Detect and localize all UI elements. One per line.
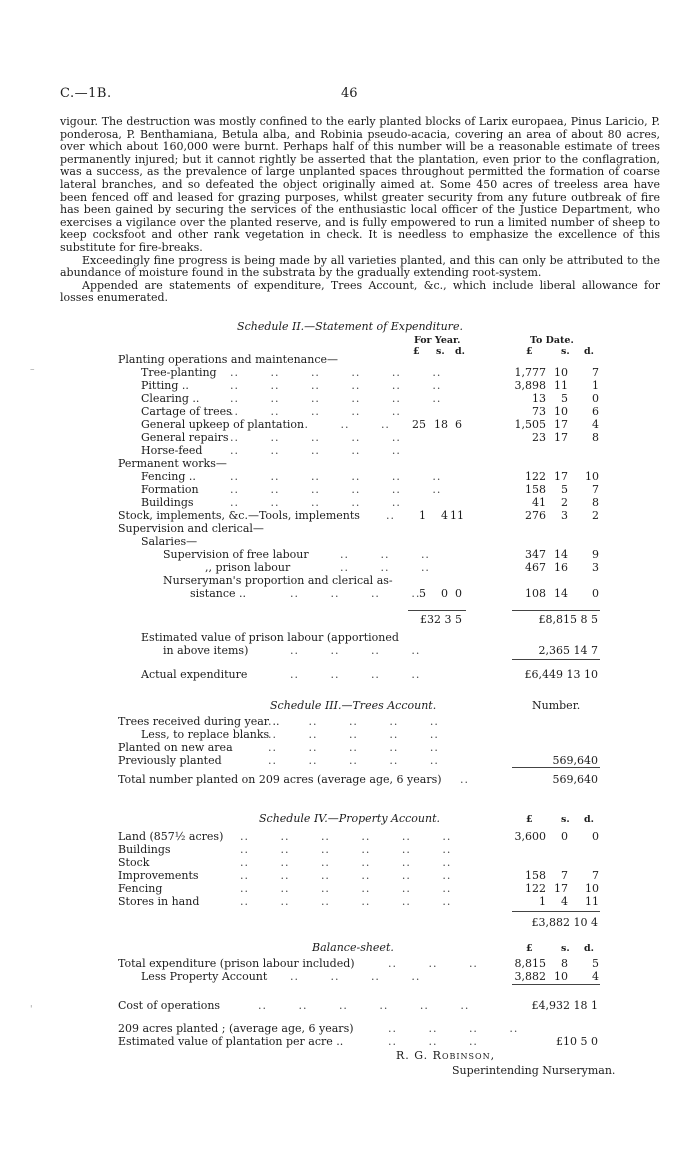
dot-leader: .. .. .. .. .. xyxy=(268,728,439,741)
property-pounds: 3,600 xyxy=(514,830,546,843)
property-pounds: 158 xyxy=(525,869,546,882)
expenditure-row xyxy=(0,483,700,496)
balance-pounds: 8,815 xyxy=(514,957,546,970)
dot-leader: .. .. .. .. .. xyxy=(268,715,439,728)
schedule-title: Schedule IV.—Property Account. xyxy=(259,812,441,825)
expenditure-row xyxy=(0,418,700,431)
property-pounds: 122 xyxy=(525,882,546,895)
prison-labour-row-1 xyxy=(0,631,700,644)
year-pence: 11 xyxy=(450,509,464,522)
expenditure-label: sistance .. xyxy=(190,587,247,600)
year-pence: 0 xyxy=(455,587,462,600)
date-pounds: 276 xyxy=(525,509,546,522)
property-label: Improvements xyxy=(118,869,199,882)
shilling-header: s. xyxy=(561,943,570,954)
estimated-value-label: Estimated value of plantation per acre .. xyxy=(118,1035,344,1048)
date-pounds: 1,777 xyxy=(514,366,546,379)
date-shilling-header: s. xyxy=(561,346,570,357)
page-reference: C.—1B. xyxy=(60,86,112,101)
expenditure-label: Pitting .. xyxy=(141,379,189,392)
dot-leader: .. .. .. .. .. xyxy=(230,431,401,444)
property-label: Stock xyxy=(118,856,150,869)
paragraph-3: Appended are statements of expenditure, Trees Account, &c., which include liberal allowance for losses enumerated. xyxy=(60,278,660,305)
estimated-value-row xyxy=(0,1035,700,1048)
date-pounds: 1,505 xyxy=(514,418,546,431)
property-shillings: 4 xyxy=(561,895,568,908)
date-pence: 0 xyxy=(592,392,599,405)
schedule-title: Schedule II.—Statement of Expenditure. xyxy=(237,320,463,333)
dot-leader: .. .. .. xyxy=(340,548,430,561)
property-pence: 0 xyxy=(592,830,599,843)
expenditure-label: Formation xyxy=(141,483,199,496)
estimated-value: £10 5 0 xyxy=(556,1035,598,1048)
dot-leader: .. .. .. .. .. xyxy=(230,496,401,509)
year-shilling-header: s. xyxy=(436,346,445,357)
expenditure-label: ,, prison labour xyxy=(205,561,291,574)
date-shillings: 10 xyxy=(554,405,568,418)
pence-header: d. xyxy=(584,814,594,825)
trees-total-label: Total number planted on 209 acres (average age, 6 years) xyxy=(118,773,442,786)
date-shillings: 5 xyxy=(561,392,568,405)
date-pounds: 347 xyxy=(525,548,546,561)
actual-expenditure-label: Actual expenditure xyxy=(141,668,248,681)
expenditure-row xyxy=(0,405,700,418)
prison-labour-label-cont: in above items) xyxy=(163,644,249,657)
dot-leader: .. .. .. .. .. .. xyxy=(230,379,442,392)
property-row xyxy=(0,830,700,843)
body-text xyxy=(60,116,660,305)
year-pence: 6 xyxy=(455,418,462,431)
acres-label: 209 acres planted ; (average age, 6 years) xyxy=(118,1022,354,1035)
signature-title: Superintending Nurseryman. xyxy=(452,1064,616,1077)
dot-leader: .. .. .. .. .. .. xyxy=(240,856,452,869)
date-pence: 4 xyxy=(592,418,599,431)
property-pounds: 1 xyxy=(539,895,546,908)
trees-total-row xyxy=(0,773,700,786)
trees-label: Previously planted xyxy=(118,754,222,767)
balance-row xyxy=(0,970,700,983)
dot-leader: .. xyxy=(386,509,395,522)
expenditure-label: Supervision and clerical— xyxy=(118,522,264,535)
date-pence: 8 xyxy=(592,496,599,509)
property-shillings: 0 xyxy=(561,830,568,843)
dot-leader: .. .. .. .. .. .. xyxy=(230,470,442,483)
expenditure-row xyxy=(0,470,700,483)
balance-shillings: 10 xyxy=(554,970,568,983)
year-pounds: 1 xyxy=(419,509,426,522)
actual-rule xyxy=(512,659,600,660)
date-shillings: 11 xyxy=(554,379,568,392)
property-pence: 11 xyxy=(585,895,599,908)
property-shillings: 17 xyxy=(554,882,568,895)
paragraph-2: Exceedingly fine progress is being made by all varieties planted, and this can only be attributed to the abundance of moisture found in the substrata by the gradually extending root-system. xyxy=(60,253,660,280)
date-shillings: 3 xyxy=(561,509,568,522)
expenditure-row xyxy=(0,457,700,470)
expenditure-row xyxy=(0,548,700,561)
expenditure-label: General upkeep of plantation xyxy=(141,418,305,431)
property-pence: 7 xyxy=(592,869,599,882)
date-pence: 3 xyxy=(592,561,599,574)
property-total-row xyxy=(0,916,700,929)
date-pence: 7 xyxy=(592,366,599,379)
paragraph-1: vigour. The destruction was mostly confined to the early planted blocks of Larix europaea, Pinus Laricio, P. ponderosa, P. Benthamiana, Betula alba, and Robinia pseudo-acacia, covering an area of about 80 acres, over which about 160,000 were burnt. Perhaps half of this number will be a reasonable estimate of trees permanently injured; but it cannot rightly be asserted that the plantation, even prior to the conflagration, was a success, as the prevalence of large unplanted spaces throughout permitted the formation of coarse lateral branches, and so defeated the object originally aimed at. Some 450 acres of treeless area have been fenced off and leased for grazing purposes, whilst greater security from any future outbreak of fire has been gained by securing the services of the enthusiastic local officer of the Justice Department, who exercises a vigilance over the planted reserve, and is fully empowered to run a limited number of sheep to keep cocksfoot and other rank vegetation in check. It is needless to emphasize the excellence of this substitute for fire-breaks. xyxy=(60,115,660,254)
dot-leader: .. .. .. .. xyxy=(290,644,421,657)
property-row xyxy=(0,882,700,895)
expenditure-label: Planting operations and maintenance— xyxy=(118,353,338,366)
expenditure-label: Permanent works— xyxy=(118,457,227,470)
trees-label: Planted on new area xyxy=(118,741,233,754)
expenditure-row xyxy=(0,509,700,522)
expenditure-row xyxy=(0,431,700,444)
dot-leader: .. .. .. .. .. .. xyxy=(240,843,452,856)
property-label: Fencing xyxy=(118,882,163,895)
date-shillings: 2 xyxy=(561,496,568,509)
trees-row xyxy=(0,728,700,741)
expenditure-label: Nurseryman's proportion and clerical as- xyxy=(163,574,393,587)
expenditure-label: Buildings xyxy=(141,496,194,509)
dot-leader: .. .. .. xyxy=(388,957,478,970)
date-shillings: 17 xyxy=(554,431,568,444)
property-shillings: 7 xyxy=(561,869,568,882)
pound-header: £ xyxy=(526,943,533,954)
prison-labour-row-2 xyxy=(0,644,700,657)
expenditure-label: Fencing .. xyxy=(141,470,196,483)
expenditure-row xyxy=(0,587,700,600)
trees-row xyxy=(0,715,700,728)
date-pence: 9 xyxy=(592,548,599,561)
date-shillings: 16 xyxy=(554,561,568,574)
dot-leader: .. .. .. .. .. xyxy=(230,444,401,457)
year-shillings: 0 xyxy=(441,587,448,600)
dot-leader: .. .. .. .. .. .. xyxy=(230,366,442,379)
date-pence: 2 xyxy=(592,509,599,522)
expenditure-label: Stock, implements, &c.—Tools, implements xyxy=(118,509,360,522)
property-row xyxy=(0,895,700,908)
date-pence: 8 xyxy=(592,431,599,444)
year-total: £32 3 5 xyxy=(420,613,462,626)
expenditure-label: Horse-feed xyxy=(141,444,203,457)
prison-labour-value: 2,365 14 7 xyxy=(538,644,598,657)
trees-total-value: 569,640 xyxy=(552,773,598,786)
expenditure-row xyxy=(0,366,700,379)
dot-leader: .. .. .. .. xyxy=(290,668,421,681)
trees-label: Less, to replace blanks xyxy=(141,728,270,741)
balance-label: Total expenditure (prison labour included) xyxy=(118,957,355,970)
margin-mark: – xyxy=(30,365,35,375)
date-total-rule xyxy=(512,610,600,611)
property-total-rule xyxy=(512,911,600,912)
date-pounds: 158 xyxy=(525,483,546,496)
property-row xyxy=(0,869,700,882)
property-label: Land (857½ acres) xyxy=(118,830,224,843)
actual-expenditure-value: £6,449 13 10 xyxy=(524,668,598,681)
dot-leader: .. .. .. xyxy=(340,561,430,574)
year-shillings: 4 xyxy=(441,509,448,522)
dot-leader: .. .. .. xyxy=(388,1035,478,1048)
date-pound-header: £ xyxy=(526,346,533,357)
balance-shillings: 8 xyxy=(561,957,568,970)
expenditure-label: General repairs xyxy=(141,431,229,444)
dot-leader: .. .. .. .. .. .. xyxy=(230,483,442,496)
dot-leader: .. .. .. .. .. .. xyxy=(240,830,452,843)
date-pounds: 108 xyxy=(525,587,546,600)
date-pounds: 13 xyxy=(532,392,546,405)
expenditure-row xyxy=(0,392,700,405)
date-shillings: 14 xyxy=(554,548,568,561)
date-pence: 7 xyxy=(592,483,599,496)
expenditure-label: Supervision of free labour xyxy=(163,548,309,561)
expenditure-row xyxy=(0,522,700,535)
cost-row xyxy=(0,999,700,1012)
dot-leader: .. .. .. .. .. xyxy=(268,741,439,754)
for-year-header: For Year. xyxy=(414,335,461,346)
dot-leader: .. .. .. .. .. .. xyxy=(240,869,452,882)
schedule-title: Schedule III.—Trees Account. xyxy=(270,699,437,712)
date-pence-header: d. xyxy=(584,346,594,357)
cost-label: Cost of operations xyxy=(118,999,221,1012)
date-pence: 1 xyxy=(592,379,599,392)
balance-label: Less Property Account xyxy=(141,970,268,983)
expenditure-label: Salaries— xyxy=(141,535,198,548)
cost-value: £4,932 18 1 xyxy=(531,999,598,1012)
to-date-header: To Date. xyxy=(530,335,574,346)
date-shillings: 17 xyxy=(554,418,568,431)
date-pounds: 41 xyxy=(532,496,546,509)
date-pounds: 23 xyxy=(532,431,546,444)
trees-row xyxy=(0,754,700,767)
expenditure-label: Clearing .. xyxy=(141,392,200,405)
year-pound-header: £ xyxy=(413,346,420,357)
date-pounds: 3,898 xyxy=(514,379,546,392)
dot-leader: .. .. .. .. .. xyxy=(230,405,401,418)
dot-leader: .. .. .. .. xyxy=(290,587,421,600)
expenditure-label: Tree-planting xyxy=(141,366,217,379)
trees-total-rule xyxy=(512,767,600,768)
balance-pounds: 3,882 xyxy=(514,970,546,983)
dot-leader: .. .. .. .. xyxy=(290,970,421,983)
property-total-value: £3,882 10 4 xyxy=(531,916,598,929)
page-header xyxy=(60,86,660,106)
signature-name: R. G. Robinson, xyxy=(396,1049,496,1062)
date-shillings: 14 xyxy=(554,587,568,600)
property-pence: 10 xyxy=(585,882,599,895)
year-shillings: 18 xyxy=(434,418,448,431)
expenditure-row xyxy=(0,444,700,457)
trees-row xyxy=(0,741,700,754)
margin-mark: ' xyxy=(30,1005,33,1015)
dot-leader: .. .. .. .. .. .. xyxy=(230,392,442,405)
prison-labour-label: Estimated value of prison labour (apportioned xyxy=(141,631,399,644)
expenditure-row xyxy=(0,574,700,587)
acres-row xyxy=(0,1022,700,1035)
page-number: 46 xyxy=(341,86,358,101)
date-pounds: 73 xyxy=(532,405,546,418)
actual-expenditure-row xyxy=(0,668,700,681)
date-shillings: 17 xyxy=(554,470,568,483)
dot-leader: .. xyxy=(460,773,469,786)
balance-title: Balance-sheet. xyxy=(312,941,394,954)
year-pounds: 25 xyxy=(412,418,426,431)
pence-header: d. xyxy=(584,943,594,954)
expenditure-total-row xyxy=(0,613,700,626)
expenditure-row xyxy=(0,561,700,574)
date-pounds: 122 xyxy=(525,470,546,483)
balance-pence: 5 xyxy=(592,957,599,970)
trees-label: Trees received during year .. xyxy=(118,715,280,728)
number-header: Number. xyxy=(532,699,581,712)
dot-leader: .. .. .. .. xyxy=(388,1022,519,1035)
expenditure-row xyxy=(0,535,700,548)
expenditure-row xyxy=(0,353,700,366)
property-label: Buildings xyxy=(118,843,171,856)
trees-value: 569,640 xyxy=(552,754,598,767)
year-pounds: 5 xyxy=(419,587,426,600)
balance-rule xyxy=(512,984,600,985)
property-label: Stores in hand xyxy=(118,895,200,908)
expenditure-row xyxy=(0,379,700,392)
date-pounds: 467 xyxy=(525,561,546,574)
dot-leader: .. .. .. .. .. .. xyxy=(240,882,452,895)
date-shillings: 10 xyxy=(554,366,568,379)
dot-leader: .. .. .. .. .. .. xyxy=(258,999,470,1012)
property-row xyxy=(0,856,700,869)
year-pence-header: d. xyxy=(455,346,465,357)
dot-leader: .. .. .. .. .. xyxy=(268,754,439,767)
dot-leader: .. .. .. .. .. .. xyxy=(240,895,452,908)
expenditure-label: Cartage of trees xyxy=(141,405,232,418)
date-shillings: 5 xyxy=(561,483,568,496)
date-total: £8,815 8 5 xyxy=(538,613,598,626)
expenditure-row xyxy=(0,496,700,509)
year-total-rule xyxy=(408,610,466,611)
balance-row xyxy=(0,957,700,970)
balance-pence: 4 xyxy=(592,970,599,983)
date-pence: 10 xyxy=(585,470,599,483)
property-row xyxy=(0,843,700,856)
date-pence: 6 xyxy=(592,405,599,418)
dot-leader: .. .. .. xyxy=(300,418,390,431)
shilling-header: s. xyxy=(561,814,570,825)
pound-header: £ xyxy=(526,814,533,825)
date-pence: 0 xyxy=(592,587,599,600)
